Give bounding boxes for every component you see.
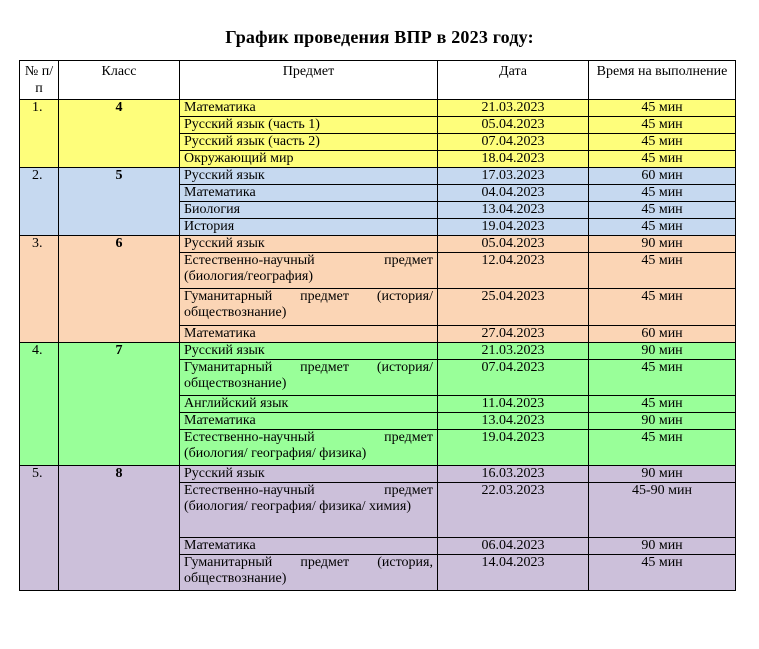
- subject-cell: Русский язык: [180, 343, 438, 360]
- time-cell: 45-90 мин: [589, 483, 736, 538]
- subject-cell: Русский язык (часть 2): [180, 134, 438, 151]
- subject-cell: История: [180, 219, 438, 236]
- time-cell: 45 мин: [589, 253, 736, 289]
- date-cell: 21.03.2023: [438, 100, 589, 117]
- grade-cell: 8: [59, 466, 180, 591]
- time-cell: 45 мин: [589, 202, 736, 219]
- row-num: 1.: [20, 100, 59, 168]
- date-cell: 07.04.2023: [438, 360, 589, 396]
- row-num: 2.: [20, 168, 59, 236]
- date-cell: 11.04.2023: [438, 396, 589, 413]
- date-cell: 19.04.2023: [438, 430, 589, 466]
- header-num: № п/п: [20, 61, 59, 100]
- grade-cell: 4: [59, 100, 180, 168]
- row-num: 5.: [20, 466, 59, 591]
- subject-cell: Русский язык: [180, 168, 438, 185]
- time-cell: 90 мин: [589, 466, 736, 483]
- table-row: [20, 168, 736, 185]
- row-num: 4.: [20, 343, 59, 466]
- date-cell: 25.04.2023: [438, 289, 589, 326]
- time-cell: 45 мин: [589, 360, 736, 396]
- time-cell: 45 мин: [589, 185, 736, 202]
- time-cell: 60 мин: [589, 168, 736, 185]
- subject-cell: Математика: [180, 413, 438, 430]
- time-cell: 45 мин: [589, 219, 736, 236]
- subject-cell: Биология: [180, 202, 438, 219]
- date-cell: 06.04.2023: [438, 538, 589, 555]
- time-cell: 45 мин: [589, 396, 736, 413]
- grade-cell: 7: [59, 343, 180, 466]
- subject-cell: Окружающий мир: [180, 151, 438, 168]
- time-cell: 90 мин: [589, 343, 736, 360]
- time-cell: 90 мин: [589, 538, 736, 555]
- header-time: Время на выполнение: [589, 61, 736, 100]
- grade-cell: 6: [59, 236, 180, 343]
- subject-cell: Естественно-научный предмет (биология/география): [180, 253, 438, 289]
- subject-cell: Математика: [180, 326, 438, 343]
- header-row: [20, 61, 736, 100]
- time-cell: 45 мин: [589, 289, 736, 326]
- time-cell: 45 мин: [589, 117, 736, 134]
- subject-cell: Английский язык: [180, 396, 438, 413]
- date-cell: 18.04.2023: [438, 151, 589, 168]
- schedule-table: [19, 60, 736, 591]
- time-cell: 45 мин: [589, 134, 736, 151]
- time-cell: 45 мин: [589, 555, 736, 591]
- time-cell: 60 мин: [589, 326, 736, 343]
- date-cell: 19.04.2023: [438, 219, 589, 236]
- date-cell: 05.04.2023: [438, 236, 589, 253]
- time-cell: 45 мин: [589, 151, 736, 168]
- time-cell: 90 мин: [589, 413, 736, 430]
- date-cell: 21.03.2023: [438, 343, 589, 360]
- page-title: График проведения ВПР в 2023 году:: [225, 27, 534, 47]
- subject-cell: Естественно-научный предмет (биология/ география/ физика): [180, 430, 438, 466]
- table-row: [20, 100, 736, 117]
- date-cell: 07.04.2023: [438, 134, 589, 151]
- subject-cell: Естественно-научный предмет (биология/ география/ физика/ химия): [180, 483, 438, 538]
- date-cell: 05.04.2023: [438, 117, 589, 134]
- grade-cell: 5: [59, 168, 180, 236]
- date-cell: 14.04.2023: [438, 555, 589, 591]
- date-cell: 16.03.2023: [438, 466, 589, 483]
- subject-cell: Русский язык: [180, 466, 438, 483]
- date-cell: 04.04.2023: [438, 185, 589, 202]
- subject-cell: Гуманитарный предмет (история/ обществознание): [180, 360, 438, 396]
- subject-cell: Математика: [180, 185, 438, 202]
- subject-cell: Гуманитарный предмет (история, обществознание): [180, 555, 438, 591]
- date-cell: 12.04.2023: [438, 253, 589, 289]
- subject-cell: Русский язык (часть 1): [180, 117, 438, 134]
- date-cell: 22.03.2023: [438, 483, 589, 538]
- table-row: [20, 343, 736, 360]
- subject-cell: Математика: [180, 538, 438, 555]
- header-date: Дата: [438, 61, 589, 100]
- time-cell: 45 мин: [589, 100, 736, 117]
- time-cell: 45 мин: [589, 430, 736, 466]
- table-row: [20, 466, 736, 483]
- header-subject: Предмет: [180, 61, 438, 100]
- date-cell: 13.04.2023: [438, 202, 589, 219]
- subject-cell: Математика: [180, 100, 438, 117]
- date-cell: 27.04.2023: [438, 326, 589, 343]
- subject-cell: Русский язык: [180, 236, 438, 253]
- row-num: 3.: [20, 236, 59, 343]
- date-cell: 13.04.2023: [438, 413, 589, 430]
- date-cell: 17.03.2023: [438, 168, 589, 185]
- header-grade: Класс: [59, 61, 180, 100]
- table-row: [20, 236, 736, 253]
- subject-cell: Гуманитарный предмет (история/ обществознание): [180, 289, 438, 326]
- time-cell: 90 мин: [589, 236, 736, 253]
